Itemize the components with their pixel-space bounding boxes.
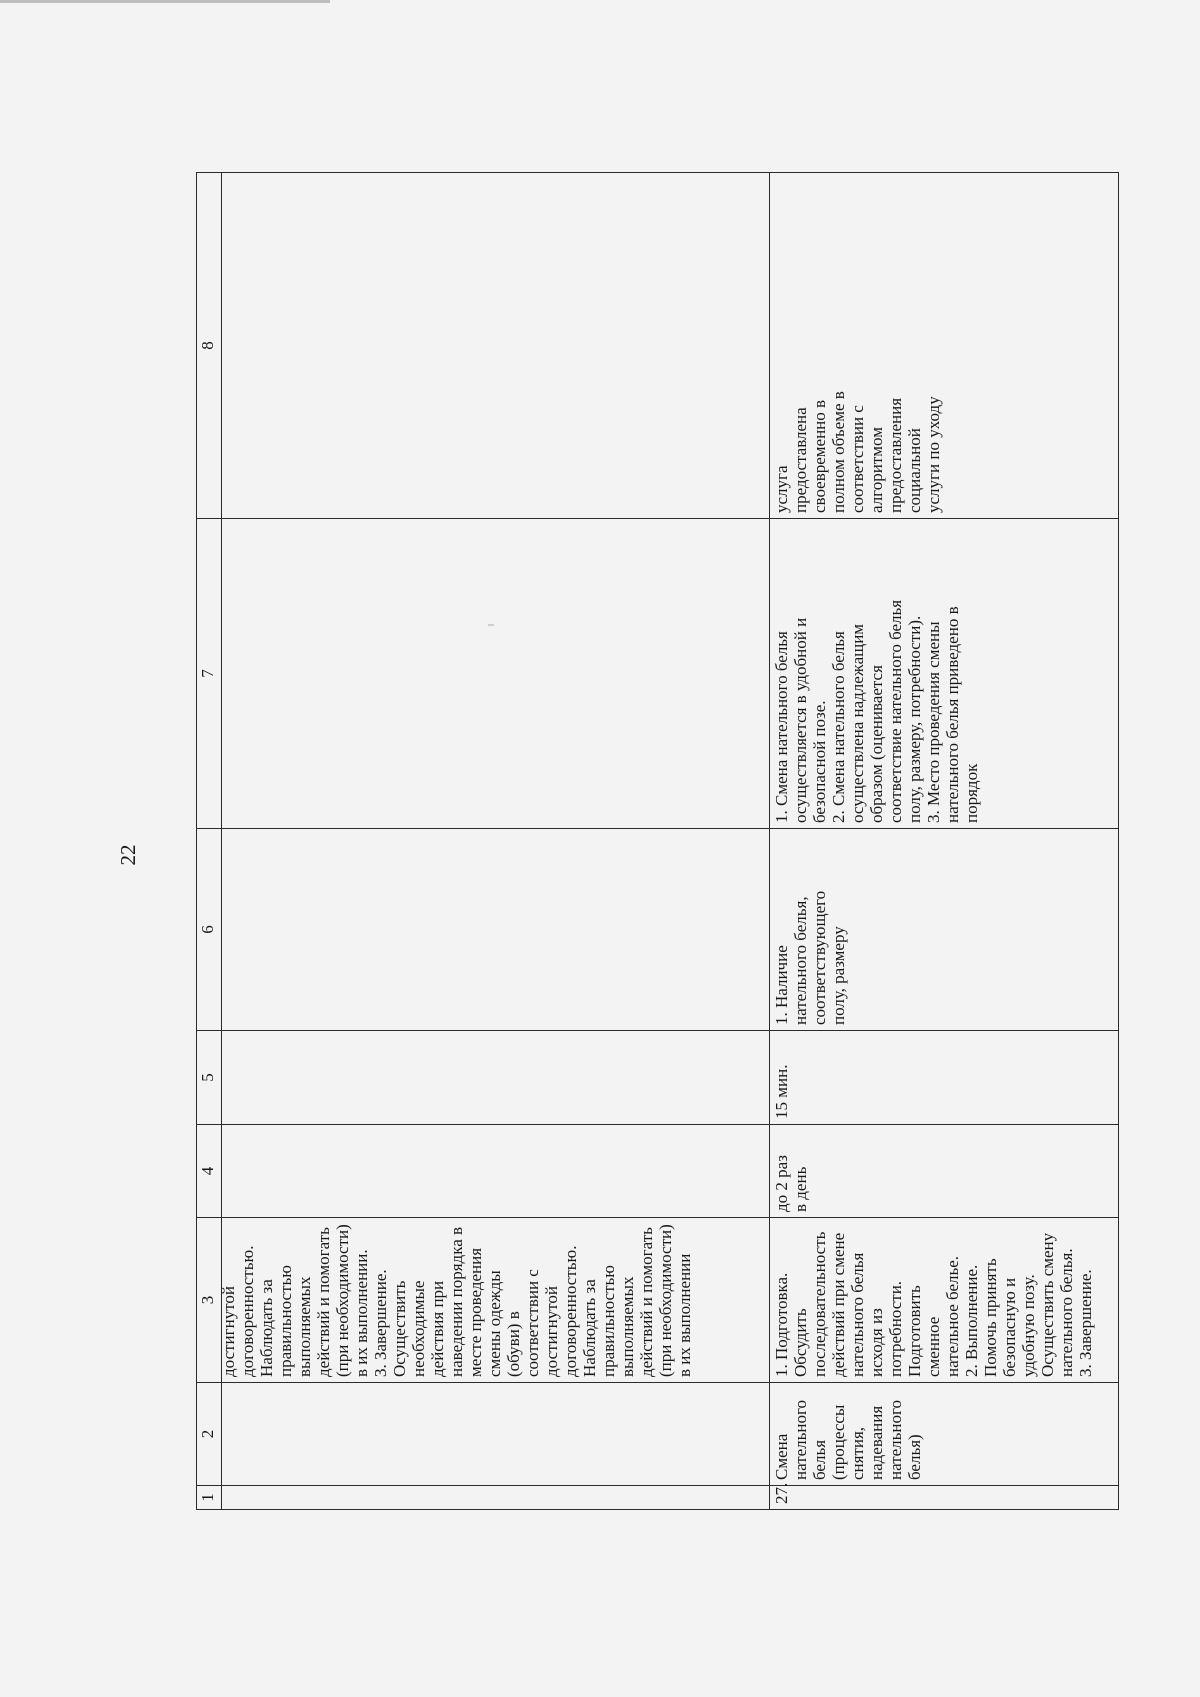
header-cell-4: 4 — [197, 1125, 222, 1218]
service-standards-table — [196, 172, 1119, 1510]
item-name: Смена нательного белья (процессы снятия, надевания нательного белья) — [772, 1399, 924, 1480]
item-result-cell — [770, 173, 1119, 519]
item-duration: 15 мин. — [772, 1064, 791, 1119]
header-cell-2: 2 — [197, 1383, 222, 1486]
item-conditions-cell — [770, 829, 1119, 1031]
item-duration-cell — [770, 1031, 1119, 1125]
item-name-cell — [770, 1383, 1119, 1486]
header-cell-8: 8 — [197, 173, 222, 519]
cont-name-cell — [222, 1383, 770, 1486]
table-row-27 — [770, 173, 1119, 1510]
item-frequency: до 2 раз в день — [772, 1155, 810, 1212]
cont-result-cell — [222, 173, 770, 519]
cont-content-cell — [219, 1218, 770, 1383]
header-cell-5: 5 — [197, 1031, 222, 1125]
cont-content-text: достигнутой договоренностью. Наблюдать за правильностью выполняемых действий и помогать (при необходимости) в их выполнении. 3. Завершение. Осуществить необходимые действия при наведении порядка в месте проведения смены одежды (обуви) в соответствии с достигнутой договоренностью. Наблюдать за правильностью выполняемых действий и помогать (при необходимости) в их выполнении — [219, 1224, 694, 1377]
item-content: 1. Подготовка. Обсудить последовательность действий при смене нательного белья исходя из потребности. Подготовить сменное нательное белье. 2. Выполнение. Помочь принять безопасную и удобную позу. Осуществить смену нательного белья. 3. Завершение. — [772, 1231, 1095, 1377]
header-cell-6: 6 — [197, 829, 222, 1031]
item-number-cell — [770, 1482, 1119, 1510]
header-row — [197, 173, 222, 1510]
rotated-table-container — [196, 173, 1113, 1510]
continuation-row — [222, 173, 770, 1510]
page-number: 22 — [116, 844, 140, 866]
item-result: услуга предоставлена своевременно в полном объеме в соответствии с алгоритмом предоставления социальной услуги по уходу — [772, 391, 943, 513]
header-cell-1: 1 — [197, 1486, 222, 1510]
item-frequency-cell — [770, 1125, 1119, 1218]
cont-conditions-cell — [222, 829, 770, 1031]
item-content-cell — [770, 1218, 1119, 1383]
header-cell-7: 7 — [197, 519, 222, 829]
cont-number-cell — [222, 1486, 770, 1510]
header-cell-3: 3 — [197, 1218, 222, 1383]
cont-quality-cell — [222, 519, 770, 829]
cont-duration-cell — [222, 1031, 770, 1125]
scan-edge — [0, 0, 330, 3]
item-quality-cell — [770, 519, 1119, 829]
item-quality: 1. Смена нательного белья осуществляется в удобной и безопасной позе. 2. Смена нательного белья осуществлена надлежащим образом (оценивается соответствие нательного белья полу, размеру, потребности). 3. Место проведения смены нательного белья приведено в порядок — [772, 599, 981, 823]
item-number: 27. — [772, 1482, 791, 1504]
cont-frequency-cell — [222, 1125, 770, 1218]
item-conditions: 1. Наличие нательного белья, соответствующего полу, размеру — [772, 890, 848, 1025]
